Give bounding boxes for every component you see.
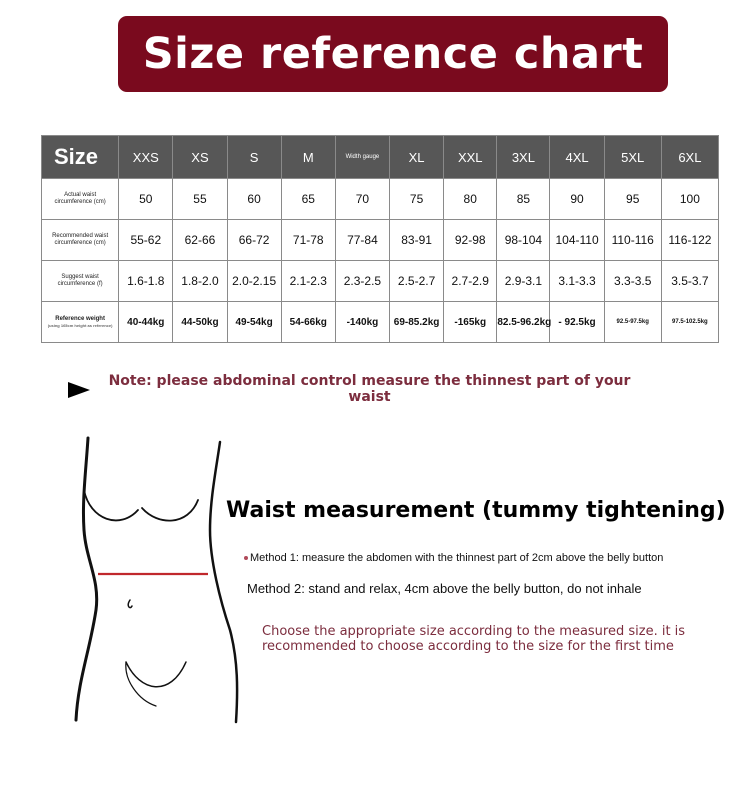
size-header-label: Size [42, 136, 119, 179]
table-cell: 77-84 [335, 220, 389, 261]
table-cell: 85 [497, 179, 550, 220]
table-cell: 1.6-1.8 [119, 261, 173, 302]
table-cell: 1.8-2.0 [173, 261, 227, 302]
table-cell: 98-104 [497, 220, 550, 261]
size-col-header: 4XL [550, 136, 604, 179]
table-cell: 97.5-102.5kg [661, 302, 718, 343]
method-1-text [244, 552, 724, 564]
table-cell: 2.9-3.1 [497, 261, 550, 302]
table-cell: 110-116 [604, 220, 661, 261]
row-label [42, 302, 119, 343]
size-header-row [42, 136, 719, 179]
size-col-header: M [281, 136, 335, 179]
table-cell: - 92.5kg [550, 302, 604, 343]
table-cell: 55-62 [119, 220, 173, 261]
size-col-header: 5XL [604, 136, 661, 179]
table-cell: 3.1-3.3 [550, 261, 604, 302]
table-cell: 100 [661, 179, 718, 220]
size-col-header: XXS [119, 136, 173, 179]
bullet-dot-icon [244, 556, 248, 560]
title-banner [118, 16, 668, 92]
table-cell: 82.5-96.2kg [497, 302, 550, 343]
table-row [42, 220, 719, 261]
row-label-note: (using 165cm height as reference) [47, 323, 113, 328]
table-cell: 65 [281, 179, 335, 220]
size-col-header: S [227, 136, 281, 179]
table-cell: 66-72 [227, 220, 281, 261]
table-cell: 3.5-3.7 [661, 261, 718, 302]
size-table [41, 135, 719, 343]
row-label: Actual waist circumference (cm) [42, 179, 119, 220]
table-cell: 83-91 [390, 220, 444, 261]
table-cell: 95 [604, 179, 661, 220]
recommendation-text: Choose the appropriate size according to the measured size. it is recommended to choose according to the size for the first time [262, 624, 686, 654]
table-cell: 55 [173, 179, 227, 220]
table-cell: 75 [390, 179, 444, 220]
table-cell: 2.5-2.7 [390, 261, 444, 302]
table-row [42, 302, 719, 343]
size-col-header: 6XL [661, 136, 718, 179]
table-cell: 104-110 [550, 220, 604, 261]
table-cell: -140kg [335, 302, 389, 343]
table-cell: 60 [227, 179, 281, 220]
table-cell: 92.5-97.5kg [604, 302, 661, 343]
table-row [42, 261, 719, 302]
table-cell: 2.0-2.15 [227, 261, 281, 302]
row-label-text: Reference weight [55, 316, 105, 322]
arrow-right-icon [68, 382, 90, 398]
row-label: Suggest waist circumference (f) [42, 261, 119, 302]
waist-title: Waist measurement (tummy tightening) [226, 498, 726, 523]
table-cell: 44-50kg [173, 302, 227, 343]
table-cell: 62-66 [173, 220, 227, 261]
table-cell: -165kg [444, 302, 497, 343]
table-cell: 71-78 [281, 220, 335, 261]
table-cell: 80 [444, 179, 497, 220]
table-cell: 90 [550, 179, 604, 220]
table-cell: 50 [119, 179, 173, 220]
table-cell: 2.7-2.9 [444, 261, 497, 302]
method-2-text: Method 2: stand and relax, 4cm above the belly button, do not inhale [247, 581, 642, 596]
size-col-header: XL [390, 136, 444, 179]
table-cell: 2.1-2.3 [281, 261, 335, 302]
table-cell: 40-44kg [119, 302, 173, 343]
page-title: Size reference chart [142, 29, 644, 79]
table-cell: 2.3-2.5 [335, 261, 389, 302]
table-row [42, 179, 719, 220]
table-cell: 116-122 [661, 220, 718, 261]
body-outline-icon [60, 430, 250, 730]
table-cell: 70 [335, 179, 389, 220]
size-col-header: XXL [444, 136, 497, 179]
size-col-header: XS [173, 136, 227, 179]
row-label: Recommended waist circumference (cm) [42, 220, 119, 261]
table-cell: 92-98 [444, 220, 497, 261]
measure-note: Note: please abdominal control measure the thinnest part of your waist [108, 373, 631, 405]
size-col-header: 3XL [497, 136, 550, 179]
size-col-header: Width gauge [335, 136, 389, 179]
table-cell: 3.3-3.5 [604, 261, 661, 302]
table-cell: 54-66kg [281, 302, 335, 343]
table-cell: 49-54kg [227, 302, 281, 343]
table-cell: 69-85.2kg [390, 302, 444, 343]
method-1-label: Method 1: measure the abdomen with the thinnest part of 2cm above the belly button [250, 552, 664, 564]
